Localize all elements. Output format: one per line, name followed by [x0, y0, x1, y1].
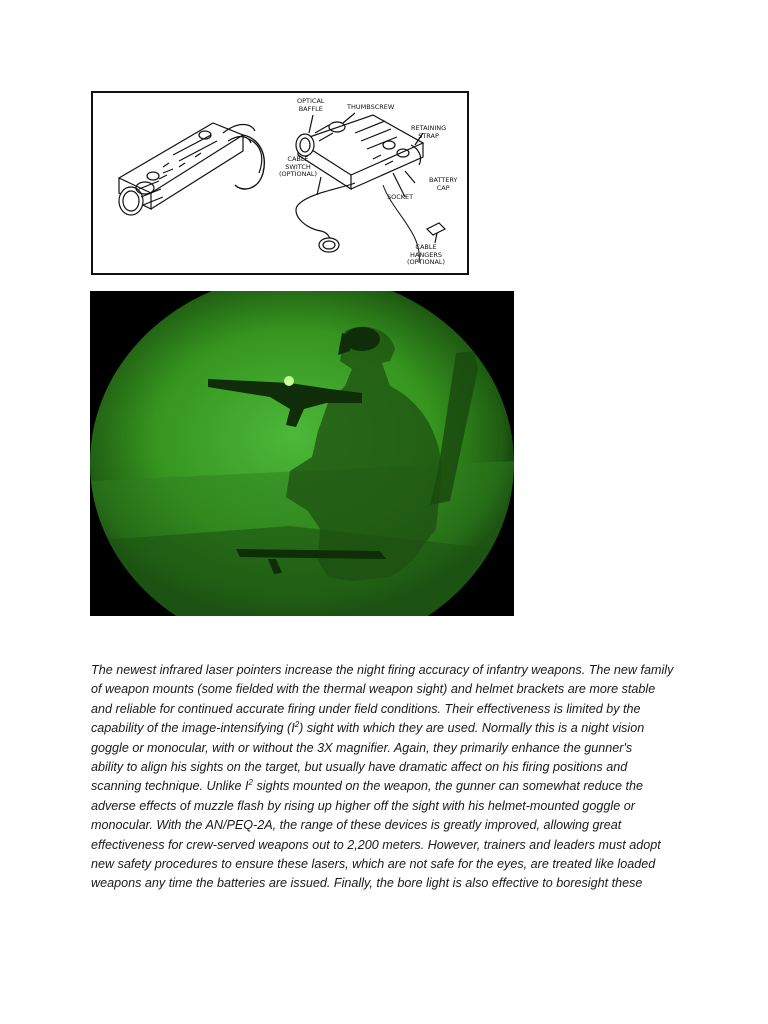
- label-cable-hangers: CABLE HANGERS (OPTIONAL): [407, 243, 446, 266]
- paragraph-line: weapons any time the batteries are issued. Finally, the bore light is also effective to boresight these: [91, 876, 643, 891]
- night-vision-scene: [90, 291, 514, 616]
- label-cable-switch: CABLE SWITCH (OPTIONAL): [279, 155, 318, 178]
- paragraph-line: goggle or monocular, with or without the 3X magnifier. Again, they primarily enhance the gunner's: [91, 740, 633, 755]
- device-diagram: [91, 91, 469, 275]
- paragraph-line: scanning technique. Unlike $I^2$ sights mounted on the weapon, the gunner can somewhat reduce the: [91, 778, 643, 794]
- paragraph-line: monocular. With the AN/PEQ-2A, the range of these devices is greatly improved, allowing great: [91, 818, 622, 833]
- paragraph-line: capability of the image-intensifying $(I^2)$ sight with which they are used. Normally this is a night vision: [91, 720, 645, 736]
- paragraph-line: new safety procedures to ensure these lasers, which are not safe for the eyes, are treated like loaded: [91, 857, 656, 872]
- label-battery-cap: BATTERY CAP: [429, 176, 458, 192]
- paragraph-line: of weapon mounts (some fielded with the thermal weapon sight) and helmet brackets are more stable: [91, 682, 656, 697]
- label-retaining-strap: RETAINING STRAP: [411, 124, 447, 140]
- superscript: 2: [294, 720, 300, 730]
- body-paragraph: [91, 661, 691, 894]
- label-optical-baffle: OPTICAL BAFFLE: [297, 97, 325, 113]
- paragraph-line: and reliable for continued accurate firing under field conditions. Their effectiveness is limited by the: [91, 701, 641, 716]
- paragraph-line: effectiveness for crew-served weapons out to 2,200 meters. However, trainers and leaders must adopt: [91, 837, 661, 852]
- label-socket: SOCKET: [387, 193, 414, 201]
- paragraph-line: ability to align his sights on the target, but usually have dramatic affect on his firing positions and: [91, 760, 628, 775]
- night-vision-photo: [90, 291, 514, 616]
- superscript: 2: [248, 778, 253, 788]
- paragraph-line: The newest infrared laser pointers increase the night firing accuracy of infantry weapons. The new family: [91, 663, 674, 677]
- paragraph-line: adverse effects of muzzle flash by rising up higher off the sight with his helmet-mounted goggle or: [91, 798, 635, 813]
- label-thumbscrew: THUMBSCREW: [347, 103, 395, 111]
